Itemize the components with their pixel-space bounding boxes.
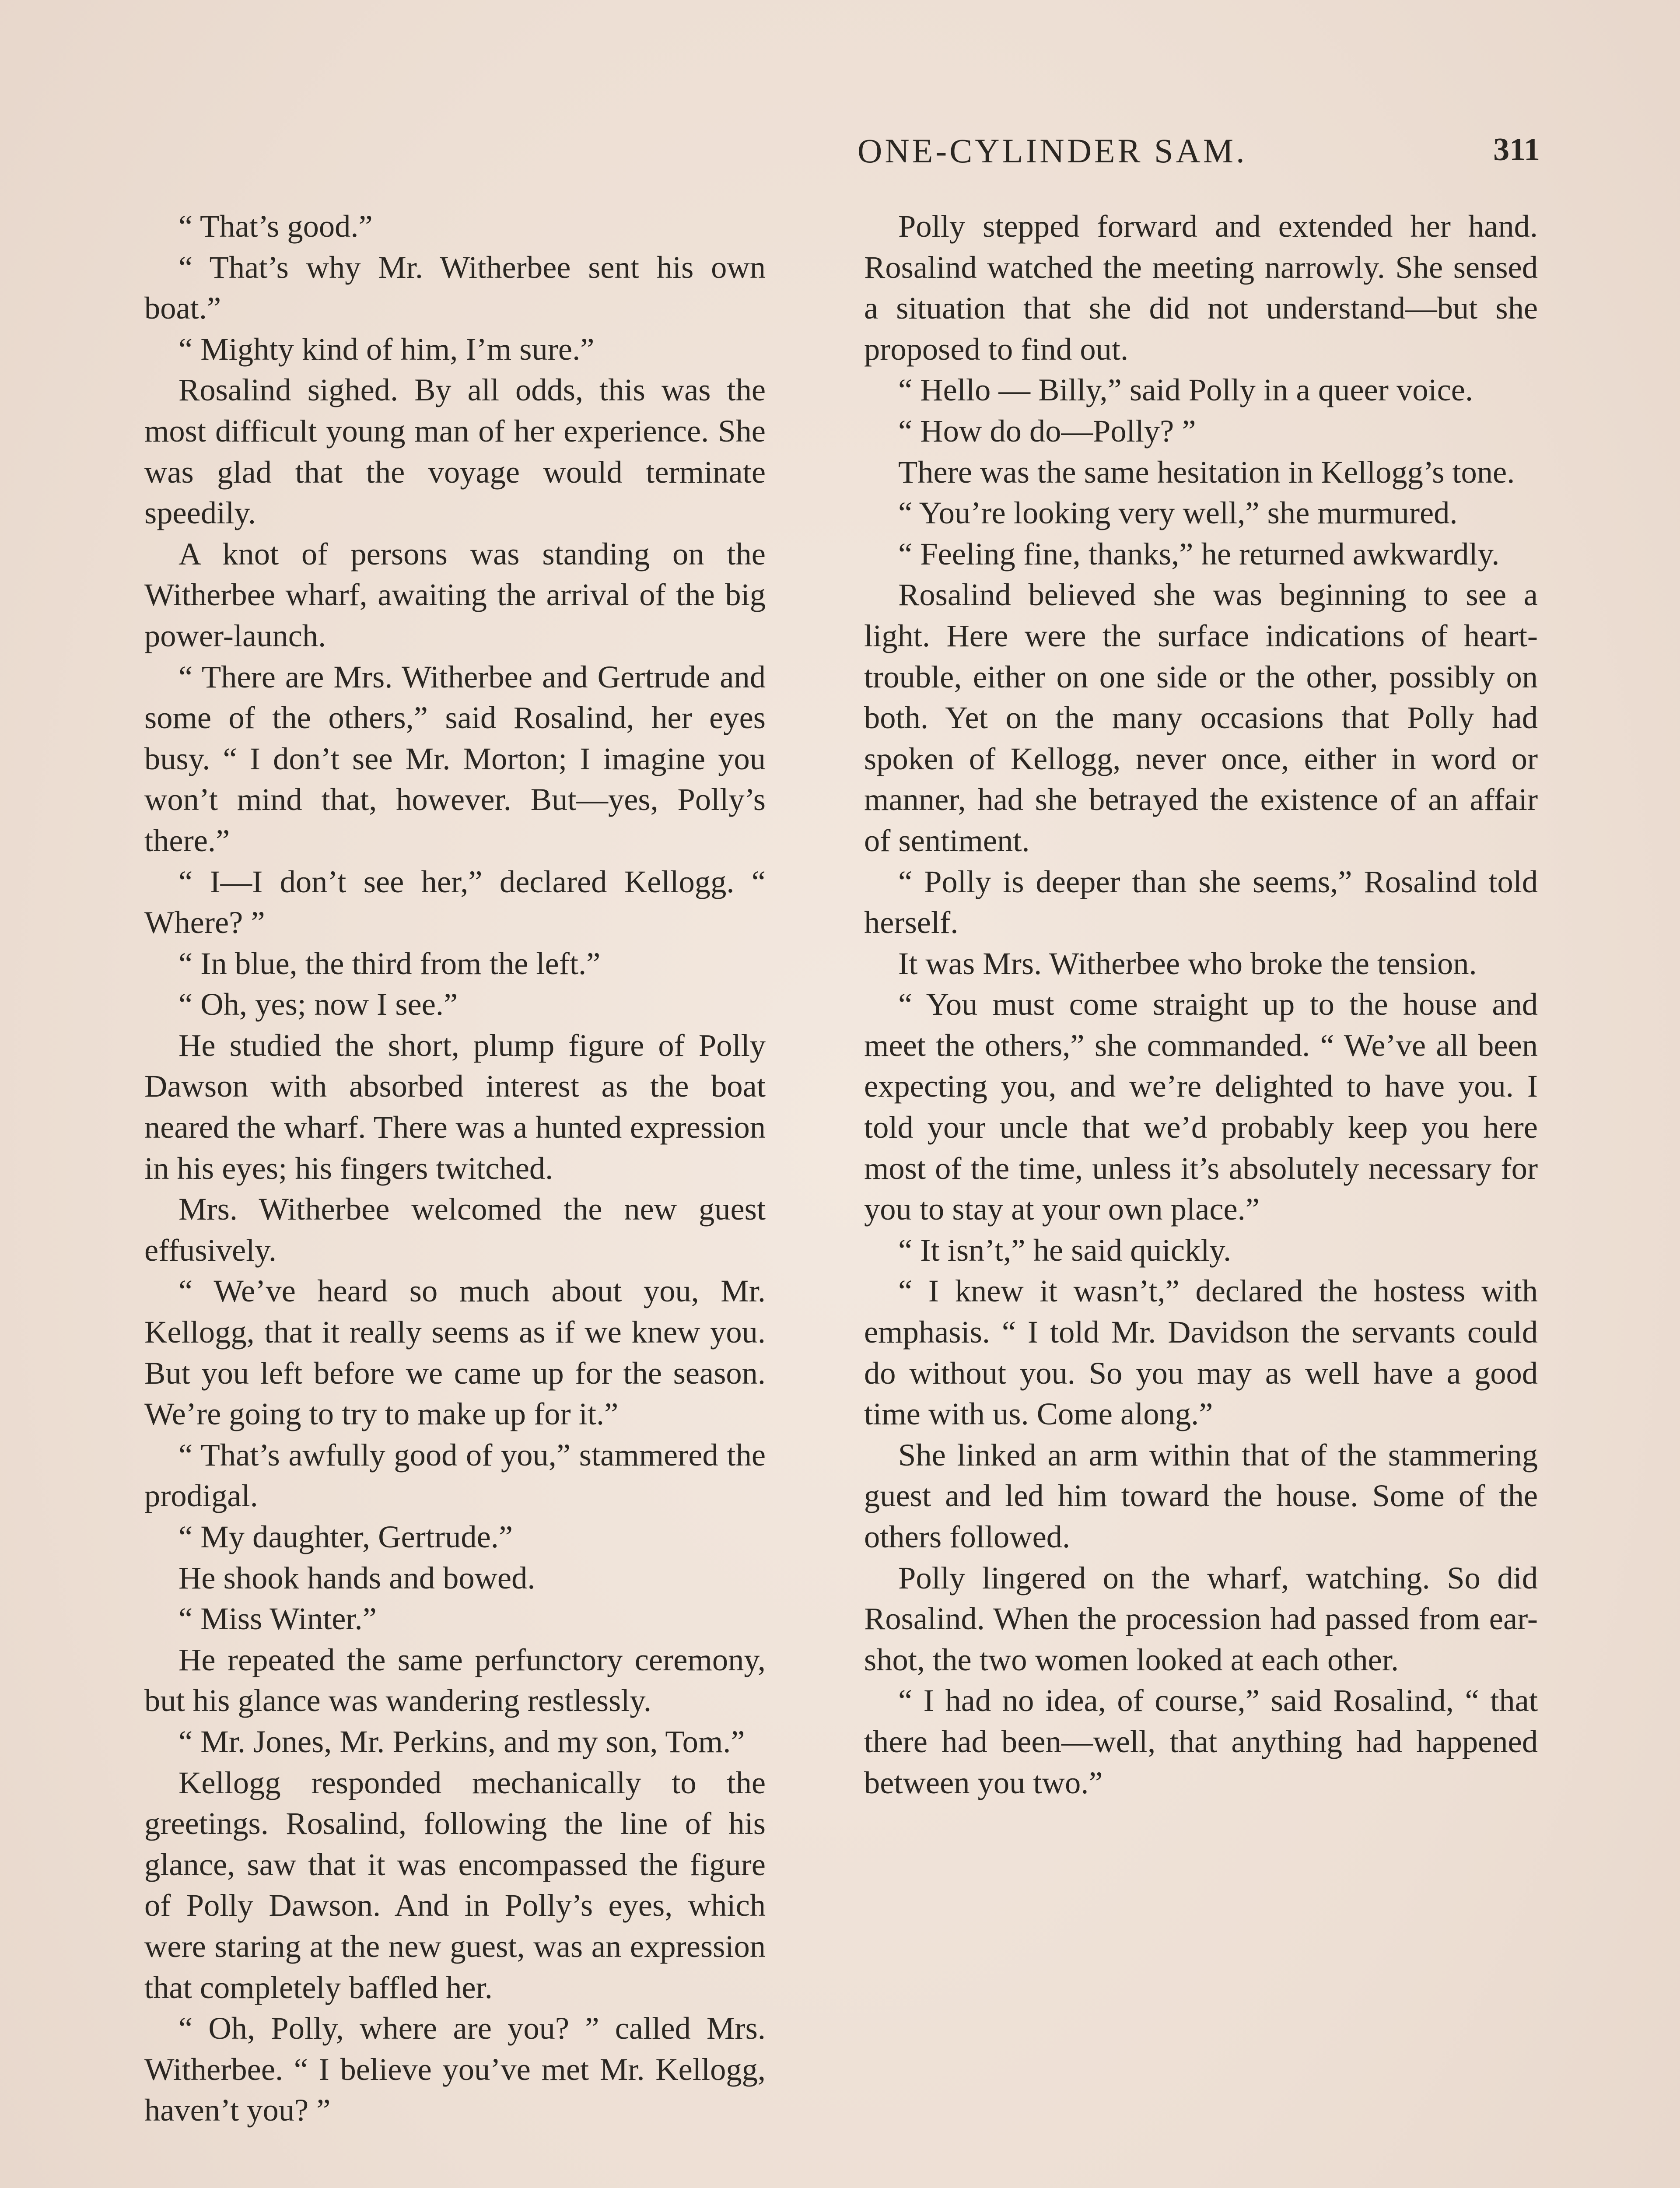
paragraph: It was Mrs. Witherbee who broke the tension. <box>898 945 1477 981</box>
paragraph: He studied the short, plump figure of Polly Dawson with absorbed interest as the boat neared the wharf. There was a hunted expression in his eyes; his fingers twitched. <box>144 1027 766 1186</box>
paragraph: “ That’s good.” <box>178 208 373 244</box>
paragraph: “ I—I don’t see her,” declared Kellogg. “ Where? ” <box>144 863 766 940</box>
paragraph: “ Oh, yes; now I see.” <box>178 986 458 1022</box>
page-number: 311 <box>1493 132 1540 168</box>
paragraph: “ There are Mrs. Witherbee and Gertrude and some of the others,” said Rosalind, her eyes busy. “ I don’t see Mr. Morton; I imagine you won’t mind that, however. But—yes, Polly’s there.” <box>144 659 766 858</box>
paragraph: “ Oh, Polly, where are you? ” called Mrs. Witherbee. “ I believe you’ve met Mr. Kellogg, haven’t you? ” <box>144 2010 766 2128</box>
paragraph: “ Hello — Billy,” said Polly in a queer voice. <box>898 372 1474 408</box>
paragraph: “ I knew it wasn’t,” declared the hostess with emphasis. “ I told Mr. Davidson the servants could do without you. So you may as well have a good time with us. Come along.” <box>864 1273 1538 1432</box>
paragraph: “ That’s awfully good of you,” stammered the prodigal. <box>144 1437 766 1514</box>
paragraph: “ Feeling fine, thanks,” he returned awkwardly. <box>898 536 1500 572</box>
paragraph: Mrs. Witherbee welcomed the new guest effusively. <box>144 1191 766 1268</box>
paragraph: He repeated the same perfunctory ceremony, but his glance was wandering restlessly. <box>144 1641 766 1718</box>
paragraph: “ That’s why Mr. Witherbee sent his own boat.” <box>144 249 766 326</box>
paragraph: She linked an arm within that of the stammering guest and led him toward the house. Some of the others followed. <box>864 1437 1538 1554</box>
paragraph: “ You’re looking very well,” she murmured. <box>898 495 1458 531</box>
paragraph: He shook hands and bowed. <box>178 1560 536 1595</box>
right-column <box>864 206 1538 1803</box>
paragraph: “ Miss Winter.” <box>178 1601 377 1637</box>
paragraph: “ In blue, the third from the left.” <box>178 945 601 981</box>
paragraph: Polly stepped forward and extended her hand. Rosalind watched the meeting narrowly. She sensed a situation that she did not understand—but she proposed to find out. <box>864 208 1538 367</box>
paragraph: Rosalind believed she was beginning to see a light. Here were the surface indications of heart-trouble, either on one side or the other, possibly on both. Yet on the many occasions that Polly had spoken of Kellogg, never once, either in word or manner, had she betrayed the existence of an affair of sentiment. <box>864 577 1538 858</box>
paragraph: There was the same hesitation in Kellogg’s tone. <box>898 454 1515 490</box>
paragraph: Rosalind sighed. By all odds, this was the most difficult young man of her experience. She was glad that the voyage would terminate speedily. <box>144 372 766 531</box>
paragraph: “ Mighty kind of him, I’m sure.” <box>178 331 595 367</box>
paragraph: Kellogg responded mechanically to the greetings. Rosalind, following the line of his glance, saw that it was encompassed the figure of Polly Dawson. And in Polly’s eyes, which were staring at the new guest, was an expression that completely baffled her. <box>144 1764 766 2005</box>
paragraph: “ Polly is deeper than she seems,” Rosalind told herself. <box>864 863 1538 940</box>
page-header <box>858 131 1540 188</box>
paragraph: “ Mr. Jones, Mr. Perkins, and my son, Tom.” <box>178 1723 745 1759</box>
paragraph: “ My daughter, Gertrude.” <box>178 1519 513 1554</box>
paragraph: A knot of persons was standing on the Witherbee wharf, awaiting the arrival of the big power-launch. <box>144 536 766 653</box>
paragraph: “ You must come straight up to the house and meet the others,” she commanded. “ We’ve all been expecting you, and we’re delighted to have you. I told your uncle that we’d probably keep you here most of the time, unless it’s absolutely necessary for you to stay at your own place.” <box>864 986 1538 1227</box>
paragraph: Polly lingered on the wharf, watching. So did Rosalind. When the procession had passed from ear-shot, the two women looked at each other. <box>864 1560 1538 1677</box>
left-column <box>144 206 766 2131</box>
paragraph: “ It isn’t,” he said quickly. <box>898 1232 1232 1268</box>
running-title: ONE-CYLINDER SAM. <box>858 132 1247 170</box>
paragraph: “ We’ve heard so much about you, Mr. Kellogg, that it really seems as if we knew you. But you left before we came up for the season. We’re going to try to make up for it.” <box>144 1273 766 1432</box>
paragraph: “ How do do—Polly? ” <box>898 413 1196 449</box>
paragraph: “ I had no idea, of course,” said Rosalind, “ that there had been—well, that anything had happened between you two.” <box>864 1683 1538 1800</box>
